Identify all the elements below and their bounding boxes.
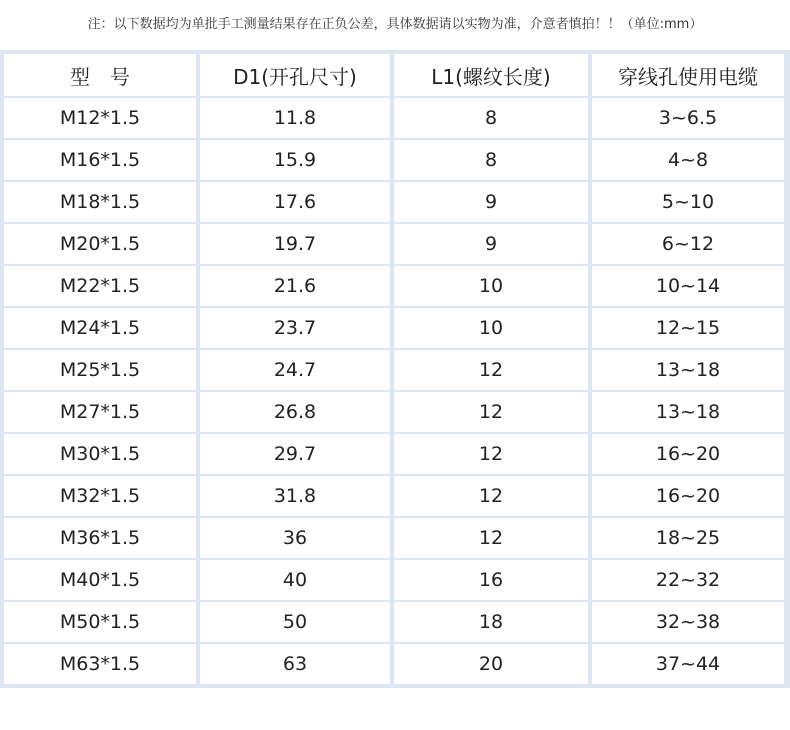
- cable-range-cell: 18~25: [592, 518, 784, 558]
- hole-size-cell: 11.8: [200, 98, 390, 138]
- hole-size-cell: 50: [200, 602, 390, 642]
- table-row: [4, 308, 788, 348]
- thread-length-cell: 12: [394, 518, 588, 558]
- thread-length-cell: 16: [394, 560, 588, 600]
- cable-range-cell: 3~6.5: [592, 98, 784, 138]
- model-cell: M36*1.5: [4, 518, 196, 558]
- hole-size-cell: 15.9: [200, 140, 390, 180]
- spec-table: [0, 50, 790, 688]
- cable-range-cell: 6~12: [592, 224, 784, 264]
- cable-range-cell: 22~32: [592, 560, 784, 600]
- cable-range-cell: 4~8: [592, 140, 784, 180]
- hole-size-cell: 36: [200, 518, 390, 558]
- table-row: [4, 392, 788, 432]
- table-row: [4, 182, 788, 222]
- table-row: [4, 140, 788, 180]
- cable-range-cell: 37~44: [592, 644, 784, 684]
- hole-size-cell: 63: [200, 644, 390, 684]
- table-header-row: [4, 54, 788, 96]
- table-row: [4, 434, 788, 474]
- model-cell: M32*1.5: [4, 476, 196, 516]
- model-cell: M30*1.5: [4, 434, 196, 474]
- thread-length-cell: 12: [394, 434, 588, 474]
- hole-size-cell: 21.6: [200, 266, 390, 306]
- table-row: [4, 602, 788, 642]
- cable-range-cell: 13~18: [592, 392, 784, 432]
- thread-length-cell: 12: [394, 350, 588, 390]
- table-row: [4, 224, 788, 264]
- table-row: [4, 518, 788, 558]
- hole-size-cell: 29.7: [200, 434, 390, 474]
- header-thread-length: L1(螺纹长度): [394, 54, 588, 96]
- thread-length-cell: 12: [394, 392, 588, 432]
- cable-range-cell: 32~38: [592, 602, 784, 642]
- model-cell: M12*1.5: [4, 98, 196, 138]
- table-body: [4, 98, 788, 684]
- model-cell: M16*1.5: [4, 140, 196, 180]
- measurement-disclaimer-note: 注：以下数据均为单批手工测量结果存在正负公差，具体数据请以实物为准，介意者慎拍！！（单位:mm）: [87, 17, 703, 32]
- model-cell: M24*1.5: [4, 308, 196, 348]
- table-row: [4, 350, 788, 390]
- thread-length-cell: 12: [394, 476, 588, 516]
- cable-range-cell: 10~14: [592, 266, 784, 306]
- table-row: [4, 644, 788, 684]
- cable-range-cell: 16~20: [592, 434, 784, 474]
- hole-size-cell: 24.7: [200, 350, 390, 390]
- hole-size-cell: 17.6: [200, 182, 390, 222]
- thread-length-cell: 9: [394, 182, 588, 222]
- header-hole-size: D1(开孔尺寸): [200, 54, 390, 96]
- header-model: 型 号: [4, 54, 196, 96]
- thread-length-cell: 9: [394, 224, 588, 264]
- cable-range-cell: 16~20: [592, 476, 784, 516]
- thread-length-cell: 8: [394, 140, 588, 180]
- header-cable-range: 穿线孔使用电缆: [592, 54, 784, 96]
- thread-length-cell: 10: [394, 266, 588, 306]
- model-cell: M63*1.5: [4, 644, 196, 684]
- table-row: [4, 98, 788, 138]
- cable-range-cell: 12~15: [592, 308, 784, 348]
- model-cell: M22*1.5: [4, 266, 196, 306]
- cable-range-cell: 13~18: [592, 350, 784, 390]
- hole-size-cell: 40: [200, 560, 390, 600]
- thread-length-cell: 18: [394, 602, 588, 642]
- thread-length-cell: 20: [394, 644, 588, 684]
- table-row: [4, 560, 788, 600]
- model-cell: M18*1.5: [4, 182, 196, 222]
- model-cell: M40*1.5: [4, 560, 196, 600]
- hole-size-cell: 19.7: [200, 224, 390, 264]
- model-cell: M50*1.5: [4, 602, 196, 642]
- thread-length-cell: 10: [394, 308, 588, 348]
- model-cell: M27*1.5: [4, 392, 196, 432]
- thread-length-cell: 8: [394, 98, 588, 138]
- hole-size-cell: 23.7: [200, 308, 390, 348]
- model-cell: M25*1.5: [4, 350, 196, 390]
- hole-size-cell: 26.8: [200, 392, 390, 432]
- hole-size-cell: 31.8: [200, 476, 390, 516]
- table-row: [4, 476, 788, 516]
- cable-range-cell: 5~10: [592, 182, 784, 222]
- table-row: [4, 266, 788, 306]
- model-cell: M20*1.5: [4, 224, 196, 264]
